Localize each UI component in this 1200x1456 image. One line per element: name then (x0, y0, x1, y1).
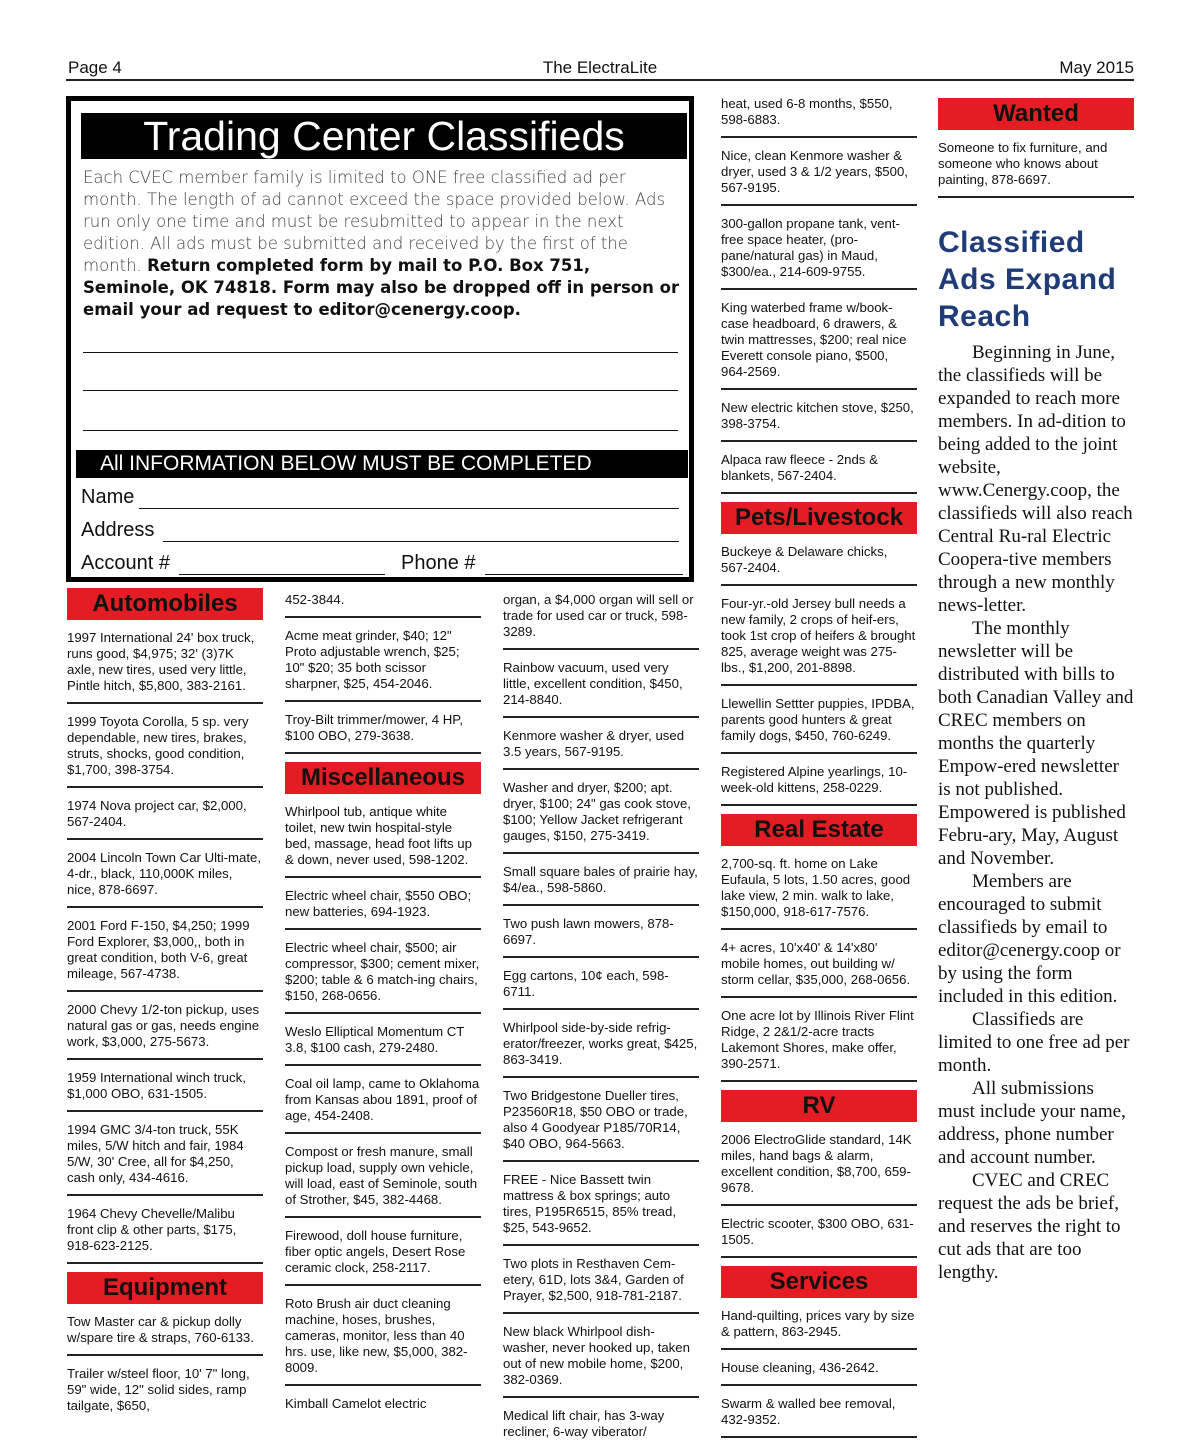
list-item: 4+ acres, 10'x40' & 14'x80' mobile homes, out building w/ storm cellar, $35,000, 268-0656. (721, 938, 917, 998)
list-item: Roto Brush air duct cleaning machine, hoses, brushes, cameras, monitor, less than 40 hrs. use, like new, $5,000, 382-8009. (285, 1294, 481, 1386)
section-automobiles: Automobiles (67, 588, 263, 620)
list-item: 1974 Nova project car, $2,000, 567-2404. (67, 796, 263, 840)
list-item: Buckeye & Delaware chicks, 567-2404. (721, 542, 917, 586)
list-item: Alpaca raw fleece - 2nds & blankets, 567-2404. (721, 450, 917, 494)
list-item: organ, a $4,000 organ will sell or trade for used car or truck, 598-3289. (503, 590, 699, 650)
list-item: Firewood, doll house furniture, fiber optic angels, Desert Rose ceramic clock, 258-2117. (285, 1226, 481, 1286)
form-instructions (83, 167, 683, 321)
column-wanted-article (938, 98, 1134, 1284)
list-item: Registered Alpine yearlings, 10-week-old kittens, 258-0229. (721, 762, 917, 806)
list-item: Medical lift chair, has 3-way recliner, 6-way viberator/ (503, 1408, 665, 1439)
account-label: Account # (81, 552, 170, 574)
list-item: Acme meat grinder, $40; 12" Proto adjustable wrench, $25; 10" $20; 35 both scissor sharpner, $25, 454-2046. (285, 626, 481, 702)
list-item: Troy-Bilt trimmer/mower, 4 HP, $100 OBO, 279-3638. (285, 710, 481, 754)
ad-line-1[interactable] (83, 352, 678, 353)
list-item: Compost or fresh manure, small pickup load, supply own vehicle, will load, east of Seminole, south of Strother, $45, 382-4468. (285, 1142, 481, 1218)
section-services: Services (721, 1266, 917, 1298)
list-item: Weslo Elliptical Momentum CT 3.8, $100 cash, 279-2480. (285, 1022, 481, 1066)
list-item: 1999 Toyota Corolla, 5 sp. very dependable, new tires, brakes, struts, shocks, good condition, $1,700, 398-3754. (67, 712, 263, 788)
column-pets-realestate (721, 94, 917, 1446)
list-item: heat, used 6-8 months, $550, 598-6883. (721, 94, 917, 138)
list-item: 300-gallon propane tank, vent-free space heater, (pro-pane/natural gas) in Maud, $300/ea., 214-609-9755. (721, 214, 917, 290)
list-item: Coal oil lamp, came to Oklahoma from Kansas abou 1891, proof of age, 454-2408. (285, 1074, 481, 1134)
list-item: New black Whirlpool dish-washer, never hooked up, taken out of new mobile home, $200, 382-0369. (503, 1322, 699, 1398)
list-item: Kenmore washer & dryer, used 3.5 years, 567-9195. (503, 726, 699, 770)
form-intro-text: Each CVEC member family is limited to ONE free classified ad per month. The length of ad cannot exceed the space provided below. Ads run only one time and must be resubmitted to appear in the next edition. All ads must be submitted and received by the first of the month. (83, 168, 666, 275)
column-miscellaneous (285, 590, 481, 1428)
list-item: Whirlpool side-by-side refrig-erator/freezer, works great, $425, 863-3419. (503, 1018, 699, 1078)
section-equipment: Equipment (67, 1272, 263, 1304)
section-real-estate: Real Estate (721, 814, 917, 846)
list-item: 452-3844. (285, 590, 481, 618)
required-notice: All INFORMATION BELOW MUST BE COMPLETED (76, 450, 688, 478)
column-automobiles (67, 588, 263, 1430)
list-item: Hand-quilting, prices vary by size & pattern, 863-2945. (721, 1306, 917, 1350)
list-item: 1959 International winch truck, $1,000 OBO, 631-1505. (67, 1068, 263, 1112)
list-item: Kimball Camelot electric (285, 1396, 427, 1411)
address-field[interactable] (163, 541, 679, 542)
list-item: Two Bridgestone Dueller tires, P23560R18, $50 OBO or trade, also 4 Goodyear P185/70R14, $40 OBO, 964-5663. (503, 1086, 699, 1162)
list-item: Someone to fix furniture, and someone who knows about painting, 878-6697. (938, 138, 1134, 198)
list-item: Electric scooter, $300 OBO, 631-1505. (721, 1214, 917, 1258)
article-paragraph: All submissions must include your name, address, phone number and account number. (938, 1078, 1126, 1168)
name-label: Name (81, 486, 135, 508)
list-item: King waterbed frame w/book-case headboard, 6 drawers, & twin mattresses, $200; real nice Everett console piano, $500, 964-2569. (721, 298, 917, 390)
list-item: Two push lawn mowers, 878-6697. (503, 914, 699, 958)
list-item: Trailer w/steel floor, 10' 7" long, 59" wide, 12" solid sides, ramp tailgate, $650, (67, 1366, 250, 1413)
header-rule (66, 79, 1134, 81)
list-item: 1964 Chevy Chevelle/Malibu front clip & other parts, $175, 918-623-2125. (67, 1204, 263, 1264)
form-title: Trading Center Classifieds (81, 113, 687, 159)
list-item: Electric wheel chair, $550 OBO; new batteries, 694-1923. (285, 886, 481, 930)
phone-field[interactable] (485, 574, 683, 575)
ad-line-3[interactable] (83, 430, 678, 431)
list-item: 2001 Ford F-150, $4,250; 1999 Ford Explorer, $3,000,, both in great condition, both V-6, great mileage, 567-4738. (67, 916, 263, 992)
ad-line-2[interactable] (83, 390, 678, 391)
list-item: 2004 Lincoln Town Car Ulti-mate, 4-dr., black, 110,000K miles, nice, 878-6697. (67, 848, 263, 908)
list-item: One acre lot by Illinois River Flint Ridge, 2 2&1/2-acre tracts Lakemont Shores, make offer, 390-2571. (721, 1006, 917, 1082)
list-item: Rainbow vacuum, used very little, excellent condition, $450, 214-8840. (503, 658, 699, 718)
list-item: Washer and dryer, $200; apt. dryer, $100; 24" gas cook stove, $100; Yellow Jacket refrigerant gauges, $150, 275-3419. (503, 778, 699, 854)
list-item: 2,700-sq. ft. home on Lake Eufaula, 5 lots, 1.50 acres, good lake view, 2 min. walk to lake, $150,000, 918-617-7576. (721, 854, 917, 930)
list-item: Tow Master car & pickup dolly w/spare tire & straps, 760-6133. (67, 1312, 263, 1356)
name-field[interactable] (139, 508, 679, 509)
article-paragraph: Beginning in June, the classifieds will be expanded to reach more members. In ad-dition to being added to the joint website, www.Cenergy.coop, the classifieds will also reach Central Ru-ral Electric Coopera-tive members through a new monthly news-letter. (938, 342, 1133, 616)
list-item: Swarm & walled bee removal, 432-9352. (721, 1394, 917, 1438)
column-miscellaneous-continued (503, 590, 699, 1456)
issue-date: May 2015 (1059, 58, 1134, 77)
article-paragraph: Classifieds are limited to one free ad per month. (938, 1009, 1130, 1076)
list-item: 2000 Chevy 1/2-ton pickup, uses natural gas or gas, needs engine work, $3,000, 275-5673. (67, 1000, 263, 1060)
section-rv: RV (721, 1090, 917, 1122)
section-pets-livestock: Pets/Livestock (721, 502, 917, 534)
section-miscellaneous: Miscellaneous (285, 762, 481, 794)
list-item: 1994 GMC 3/4-ton truck, 55K miles, 5/W hitch and fair, 1984 5/W, 30' Cree, all for $4,250, cash only, 434-4616. (67, 1120, 263, 1196)
account-field[interactable] (179, 574, 385, 575)
article-body (938, 341, 1134, 1284)
section-wanted: Wanted (938, 98, 1134, 130)
article-paragraph: The monthly newsletter will be distributed with bills to both Canadian Valley and CREC members on months the quarterly Empow-ered newsletter is not published. Empowered is published Febru-ary, May, August and November. (938, 618, 1134, 869)
list-item: New electric kitchen stove, $250, 398-3754. (721, 398, 917, 442)
newspaper-name: The ElectraLite (542, 58, 658, 77)
list-item: House cleaning, 436-2642. (721, 1358, 917, 1386)
list-item: 1997 International 24' box truck, runs good, $4,975; 32' (3)7K axle, new tires, used very little, Pintle hitch, $5,800, 383-2161. (67, 628, 263, 704)
list-item: Small square bales of prairie hay, $4/ea., 598-5860. (503, 862, 699, 906)
page-number: Page 4 (68, 58, 122, 77)
list-item: Llewellin Settter puppies, IPDBA, parents good hunters & great family dogs, $450, 760-6249. (721, 694, 917, 754)
list-item: FREE - Nice Bassett twin mattress & box springs; auto tires, P195R6515, 85% tread, $25, 543-9652. (503, 1170, 699, 1246)
list-item: Egg cartons, 10¢ each, 598-6711. (503, 966, 699, 1010)
phone-label: Phone # (401, 552, 476, 574)
list-item: Nice, clean Kenmore washer & dryer, used 3 & 1/2 years, $500, 567-9195. (721, 146, 917, 206)
list-item: Four-yr.-old Jersey bull needs a new family, 2 crops of heif-ers, took 1st crop of heifers & brought 825, average weight was 275-lbs., $1,200, 201-8898. (721, 594, 917, 686)
article-paragraph: Members are encouraged to submit classifieds by email to editor@cenergy.coop or by using the form included in this edition. (938, 871, 1121, 1007)
list-item: Electric wheel chair, $500; air compressor, $300; cement mixer, $200; table & 6 match-ing chairs, $150, 268-0656. (285, 938, 481, 1014)
article-title: Classified Ads Expand Reach (938, 226, 1117, 333)
list-item: Two plots in Resthaven Cem-etery, 61D, lots 3&4, Garden of Prayer, $2,500, 918-781-2187. (503, 1254, 699, 1314)
classified-form (66, 96, 694, 582)
article-paragraph: CVEC and CREC request the ads be brief, and reserves the right to cut ads that are too lengthy. (938, 1170, 1121, 1283)
list-item: Whirlpool tub, antique white toilet, new twin hospital-style bed, massage, head foot lifts up & down, never used, 598-1202. (285, 802, 481, 878)
form-intro-bold: Return completed form by mail to P.O. Box 751, Seminole, OK 74818. Form may also be dropped off in person or email your ad request to editor@cenergy.coop. (83, 256, 680, 319)
address-label: Address (81, 519, 155, 541)
list-item: 2006 ElectroGlide standard, 14K miles, hand bags & alarm, excellent condition, $8,700, 659-9678. (721, 1130, 917, 1206)
